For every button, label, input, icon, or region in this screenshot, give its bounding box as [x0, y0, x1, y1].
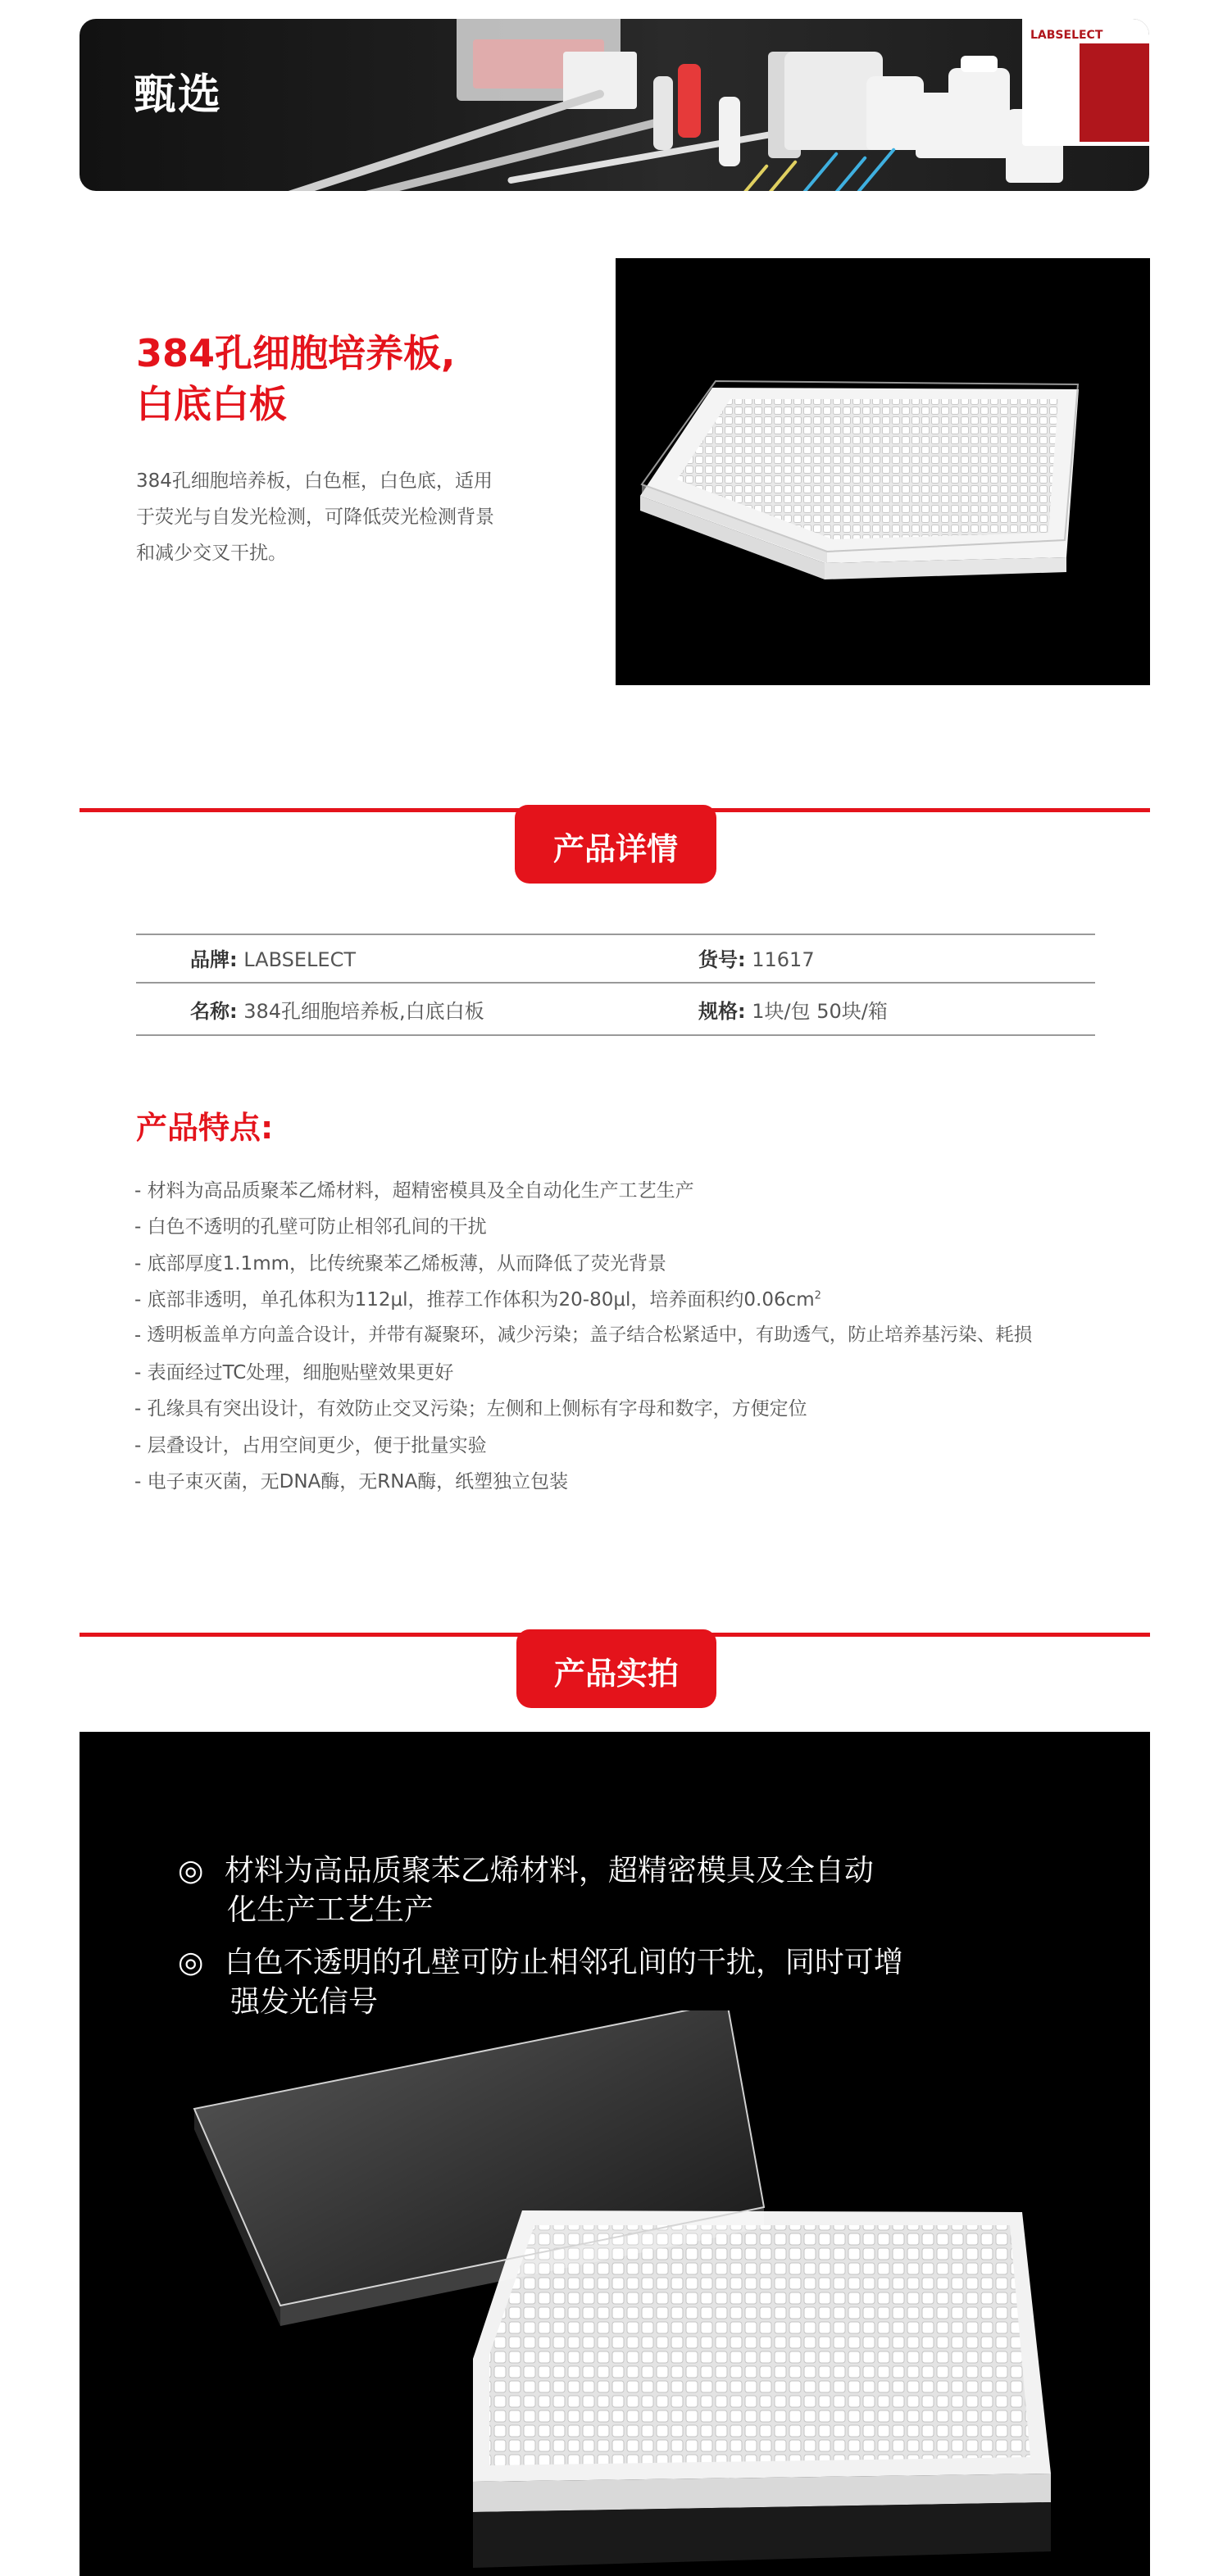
photo-bullet-1-icon: ◎ — [178, 1854, 204, 1888]
feature-item-5: - 透明板盖单方向盖合设计，并带有凝聚环，减少污染；盖子结合松紧适中，有助透气，防止培养基污染、耗损 — [134, 1324, 1033, 1346]
feature-item-4 — [134, 1284, 1200, 1311]
feature-item-4-superscript: 2 — [814, 1289, 821, 1302]
well-plate-illustration — [616, 258, 1150, 685]
product-description-line2: 于荧光与自发光检测，可降低荧光检测背景 — [136, 507, 494, 528]
photos-section-title — [516, 1642, 716, 1708]
feature-item-8: - 层叠设计，占用空间更少，便于批量实验 — [134, 1435, 487, 1456]
banner-box-label: LABSELECT — [1030, 29, 1103, 42]
features-heading: 产品特点: — [136, 1110, 274, 1146]
photo-bullet-2-icon: ◎ — [178, 1946, 204, 1979]
spec-table-top-rule — [136, 934, 1095, 935]
product-description — [136, 463, 554, 571]
spec-sku — [698, 943, 815, 972]
feature-item-6: - 表面经过TC处理，细胞贴壁效果更好 — [134, 1362, 454, 1383]
feature-item-7: - 孔缘具有突出设计，有效防止交叉污染；左侧和上侧标有字母和数字，方便定位 — [134, 1398, 807, 1420]
spec-sku-value: 11617 — [752, 948, 815, 971]
spec-name — [190, 995, 484, 1024]
spec-table-bottom-rule — [136, 1034, 1095, 1036]
spec-name-value: 384孔细胞培养板,白底白板 — [243, 1000, 484, 1023]
photo-bullet-1 — [178, 1851, 874, 1891]
details-section-title — [515, 818, 716, 884]
feature-item-9: - 电子束灭菌，无DNA酶，无RNA酶，纸塑独立包装 — [134, 1471, 569, 1492]
product-title — [136, 328, 595, 429]
brand-banner — [80, 19, 1149, 191]
spec-brand — [190, 943, 356, 972]
product-description-line3: 和减少交叉干扰。 — [136, 543, 287, 564]
spec-brand-value: LABSELECT — [243, 948, 356, 971]
feature-item-3: - 底部厚度1.1mm，比传统聚苯乙烯板薄，从而降低了荧光背景 — [134, 1253, 666, 1274]
brand-logo: 甄选 — [134, 70, 223, 120]
spec-pack-value: 1块/包 50块/箱 — [752, 1000, 888, 1023]
spec-brand-key: 品牌: — [190, 948, 238, 971]
product-title-line2: 白底白板 — [136, 382, 287, 426]
product-title-line1: 384孔细胞培养板, — [136, 331, 456, 375]
photo-bullet-2-line1: 白色不透明的孔壁可防止相邻孔间的干扰，同时可增 — [224, 1946, 903, 1979]
feature-item-2: - 白色不透明的孔壁可防止相邻孔间的干扰 — [134, 1216, 487, 1238]
spec-table-middle-rule — [136, 982, 1095, 984]
product-photo-panel — [80, 1732, 1150, 2576]
spec-sku-key: 货号: — [698, 948, 746, 971]
photo-bullet-1-line2: 化生产工艺生产 — [227, 1893, 434, 1927]
product-hero-image — [616, 258, 1150, 685]
spec-name-key: 名称: — [190, 1000, 238, 1023]
product-description-line1: 384孔细胞培养板，白色框，白色底，适用 — [136, 470, 493, 492]
feature-item-4-text: - 底部非透明，单孔体积为112μl，推荐工作体积为20-80μl，培养面积约0.06cm — [134, 1289, 815, 1311]
details-section-label: 产品详情 — [552, 831, 678, 867]
photo-bullet-2 — [178, 1943, 903, 1983]
feature-item-1: - 材料为高品质聚苯乙烯材料，超精密模具及全自动化生产工艺生产 — [134, 1180, 694, 1202]
photo-bullet-2-line2: 强发光信号 — [230, 1985, 379, 2019]
photos-section-label: 产品实拍 — [553, 1656, 679, 1692]
spec-pack — [698, 995, 888, 1024]
photo-bullet-1-line1: 材料为高品质聚苯乙烯材料，超精密模具及全自动 — [224, 1854, 874, 1888]
spec-pack-key: 规格: — [698, 1000, 746, 1023]
plate-with-lid-illustration — [80, 2010, 1150, 2576]
